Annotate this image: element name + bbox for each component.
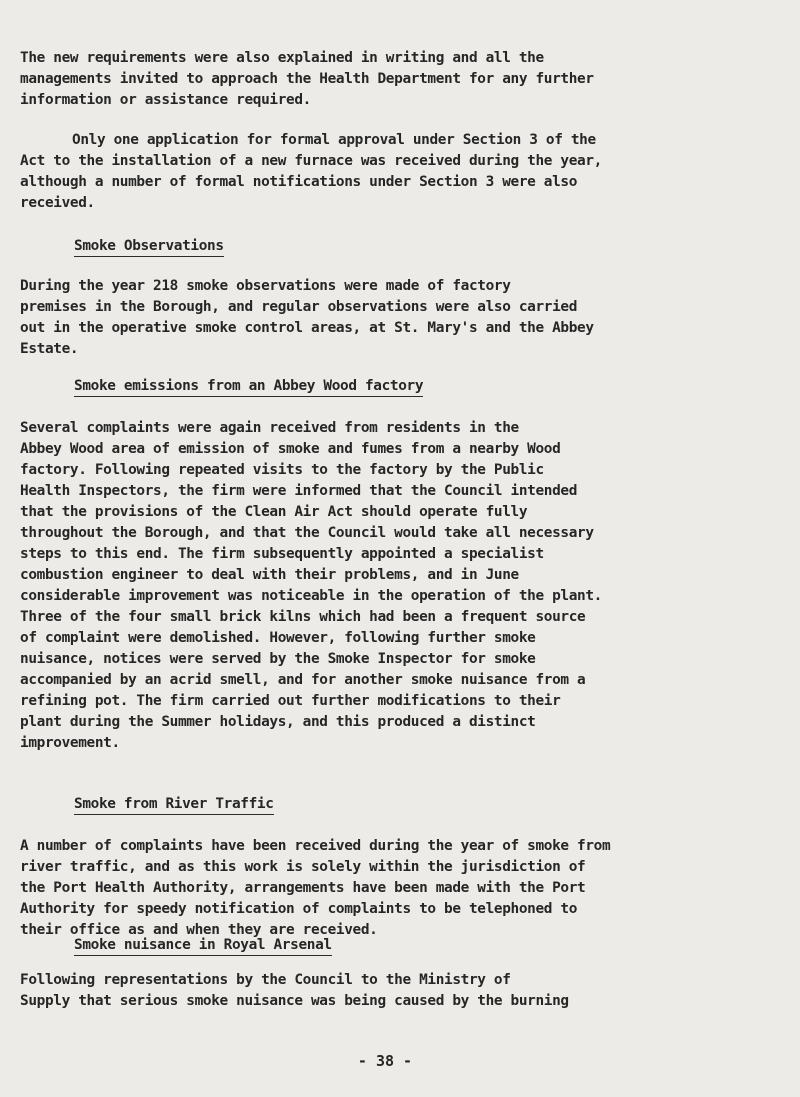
paragraph-abbey-wood-complaints: Several complaints were again received from residents in the Abbey Wood area of emission of smoke and fumes from a nearby Wood factory. Following repeated visits to the factory by the Public Health Inspectors, the firm were informed that the Council intended that the provisions of the Clean Air Act should operate fully throughout the Borough, and that the Council would take all necessary steps to this end. The firm subsequently appointed a specialist combustion engineer to deal with their problems, and in June considerable improvement was noticeable in the operation of the plant. Three of the four small brick kilns which had been a frequent source of complaint were demolished. However, following further smoke nuisance, notices were served by the Smoke Inspector for smoke accompanied by an acrid smell, and for another smoke nuisance from a refining pot. The firm carried out further modifications to their plant during the Summer holidays, and this produced a distinct improvement. bbox=[20, 420, 602, 751]
heading-abbey-wood-factory: Smoke emissions from an Abbey Wood factory bbox=[74, 376, 423, 397]
paragraph-application: Only one application for formal approval under Section 3 of the Act to the installation of a new furnace was received during the year, although a number of formal notifications under Section 3 were also received. bbox=[20, 132, 602, 211]
paragraph-requirements: The new requirements were also explained in writing and all the managements invited to approach the Health Department for any further information or assistance required. bbox=[20, 50, 594, 108]
paragraph-river-traffic: A number of complaints have been received during the year of smoke from river traffic, and as this work is solely within the jurisdiction of the Port Health Authority, arrangements have been made with the Port Authority for speedy notification of complaints to be telephoned to their office as and when they are received. bbox=[20, 838, 611, 938]
paragraph-royal-arsenal: Following representations by the Council to the Ministry of Supply that serious smoke nuisance was being caused by the burning bbox=[20, 972, 569, 1009]
heading-smoke-observations: Smoke Observations bbox=[74, 236, 224, 257]
heading-royal-arsenal: Smoke nuisance in Royal Arsenal bbox=[74, 935, 332, 956]
page-number: - 38 - bbox=[357, 1052, 413, 1070]
heading-river-traffic: Smoke from River Traffic bbox=[74, 794, 274, 815]
paragraph-observations: During the year 218 smoke observations were made of factory premises in the Borough, and regular observations were also carried out in the operative smoke control areas, at St. Mary's and the Abbey Estate. bbox=[20, 278, 594, 357]
